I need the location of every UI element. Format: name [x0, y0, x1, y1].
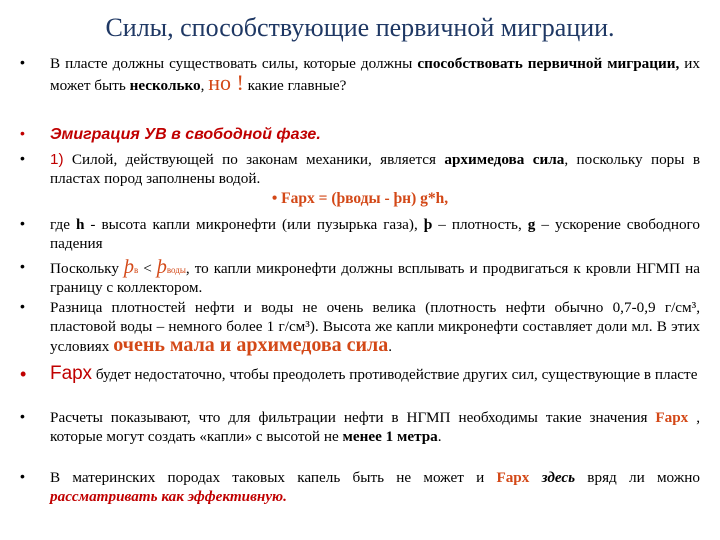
bullet-item-8 — [20, 408, 700, 446]
slide-title: Силы, способствующие первичной миграции. — [105, 13, 615, 42]
bullet-item-9 — [20, 468, 700, 506]
bullet-item-1 — [20, 54, 700, 95]
bullet-marker: • — [20, 150, 25, 166]
bullet-item-5 — [20, 258, 700, 297]
bullet-text: Эмиграция УВ в свободной фазе. — [50, 126, 321, 143]
bullet-marker: • — [20, 54, 25, 70]
bullet-text: Поскольку þв < þводы, то капли микронефти должны всплывать и продвигаться к кровли НГМП на границу с коллектором. — [50, 256, 700, 296]
bullet-marker: • — [20, 258, 25, 274]
bullet-item-6 — [20, 298, 700, 356]
bullet-text: Fарх будет недостаточно, чтобы преодолеть противодействие других сил, существующие в пласте — [50, 363, 698, 384]
bullet-item-4 — [20, 215, 700, 253]
bullet-marker: • — [20, 125, 25, 141]
bullet-item-3 — [20, 150, 700, 188]
bullet-marker: • — [20, 364, 27, 384]
bullet-text: В материнских породах таковых капель быть не может и Fарх здесь вряд ли можно рассматривать как эффективную. — [50, 469, 700, 505]
bullet-marker: • — [20, 215, 25, 231]
bullet-text: 1) Силой, действующей по законам механики, является архимедова сила, поскольку поры в пластах пород заполнены водой. — [50, 151, 701, 187]
bullet-item-2 — [20, 125, 700, 144]
bullet-text: где h - высота капли микронефти (или пузырька газа), þ – плотность, g – ускорение свободного падения — [50, 216, 700, 252]
bullet-item-7 — [20, 364, 700, 384]
bullet-marker: • — [20, 298, 25, 314]
bullet-marker: • — [20, 468, 25, 484]
bullet-text: В пласте должны существовать силы, которые должны способствовать первичной миграции, их может быть несколько, но ! какие главные? — [50, 55, 700, 95]
bullet-text: Разница плотностей нефти и воды не очень велика (плотность нефти обычно 0,7-0,9 г/см³, пластовой воды – немного более 1 г/см³). Высота же капли микронефти составляет доли мл. В этих условиях очень мала и архимедова сила. — [50, 299, 700, 356]
archimedes-formula: • Fарх = (þводы - þн) g*h, — [271, 190, 449, 207]
bullet-text: Расчеты показывают, что для фильтрации нефти в НГМП необходимы такие значения Fарх , которые могут создать «капли» с высотой не менее 1 метра. — [50, 409, 701, 445]
bullet-marker: • — [20, 408, 25, 424]
